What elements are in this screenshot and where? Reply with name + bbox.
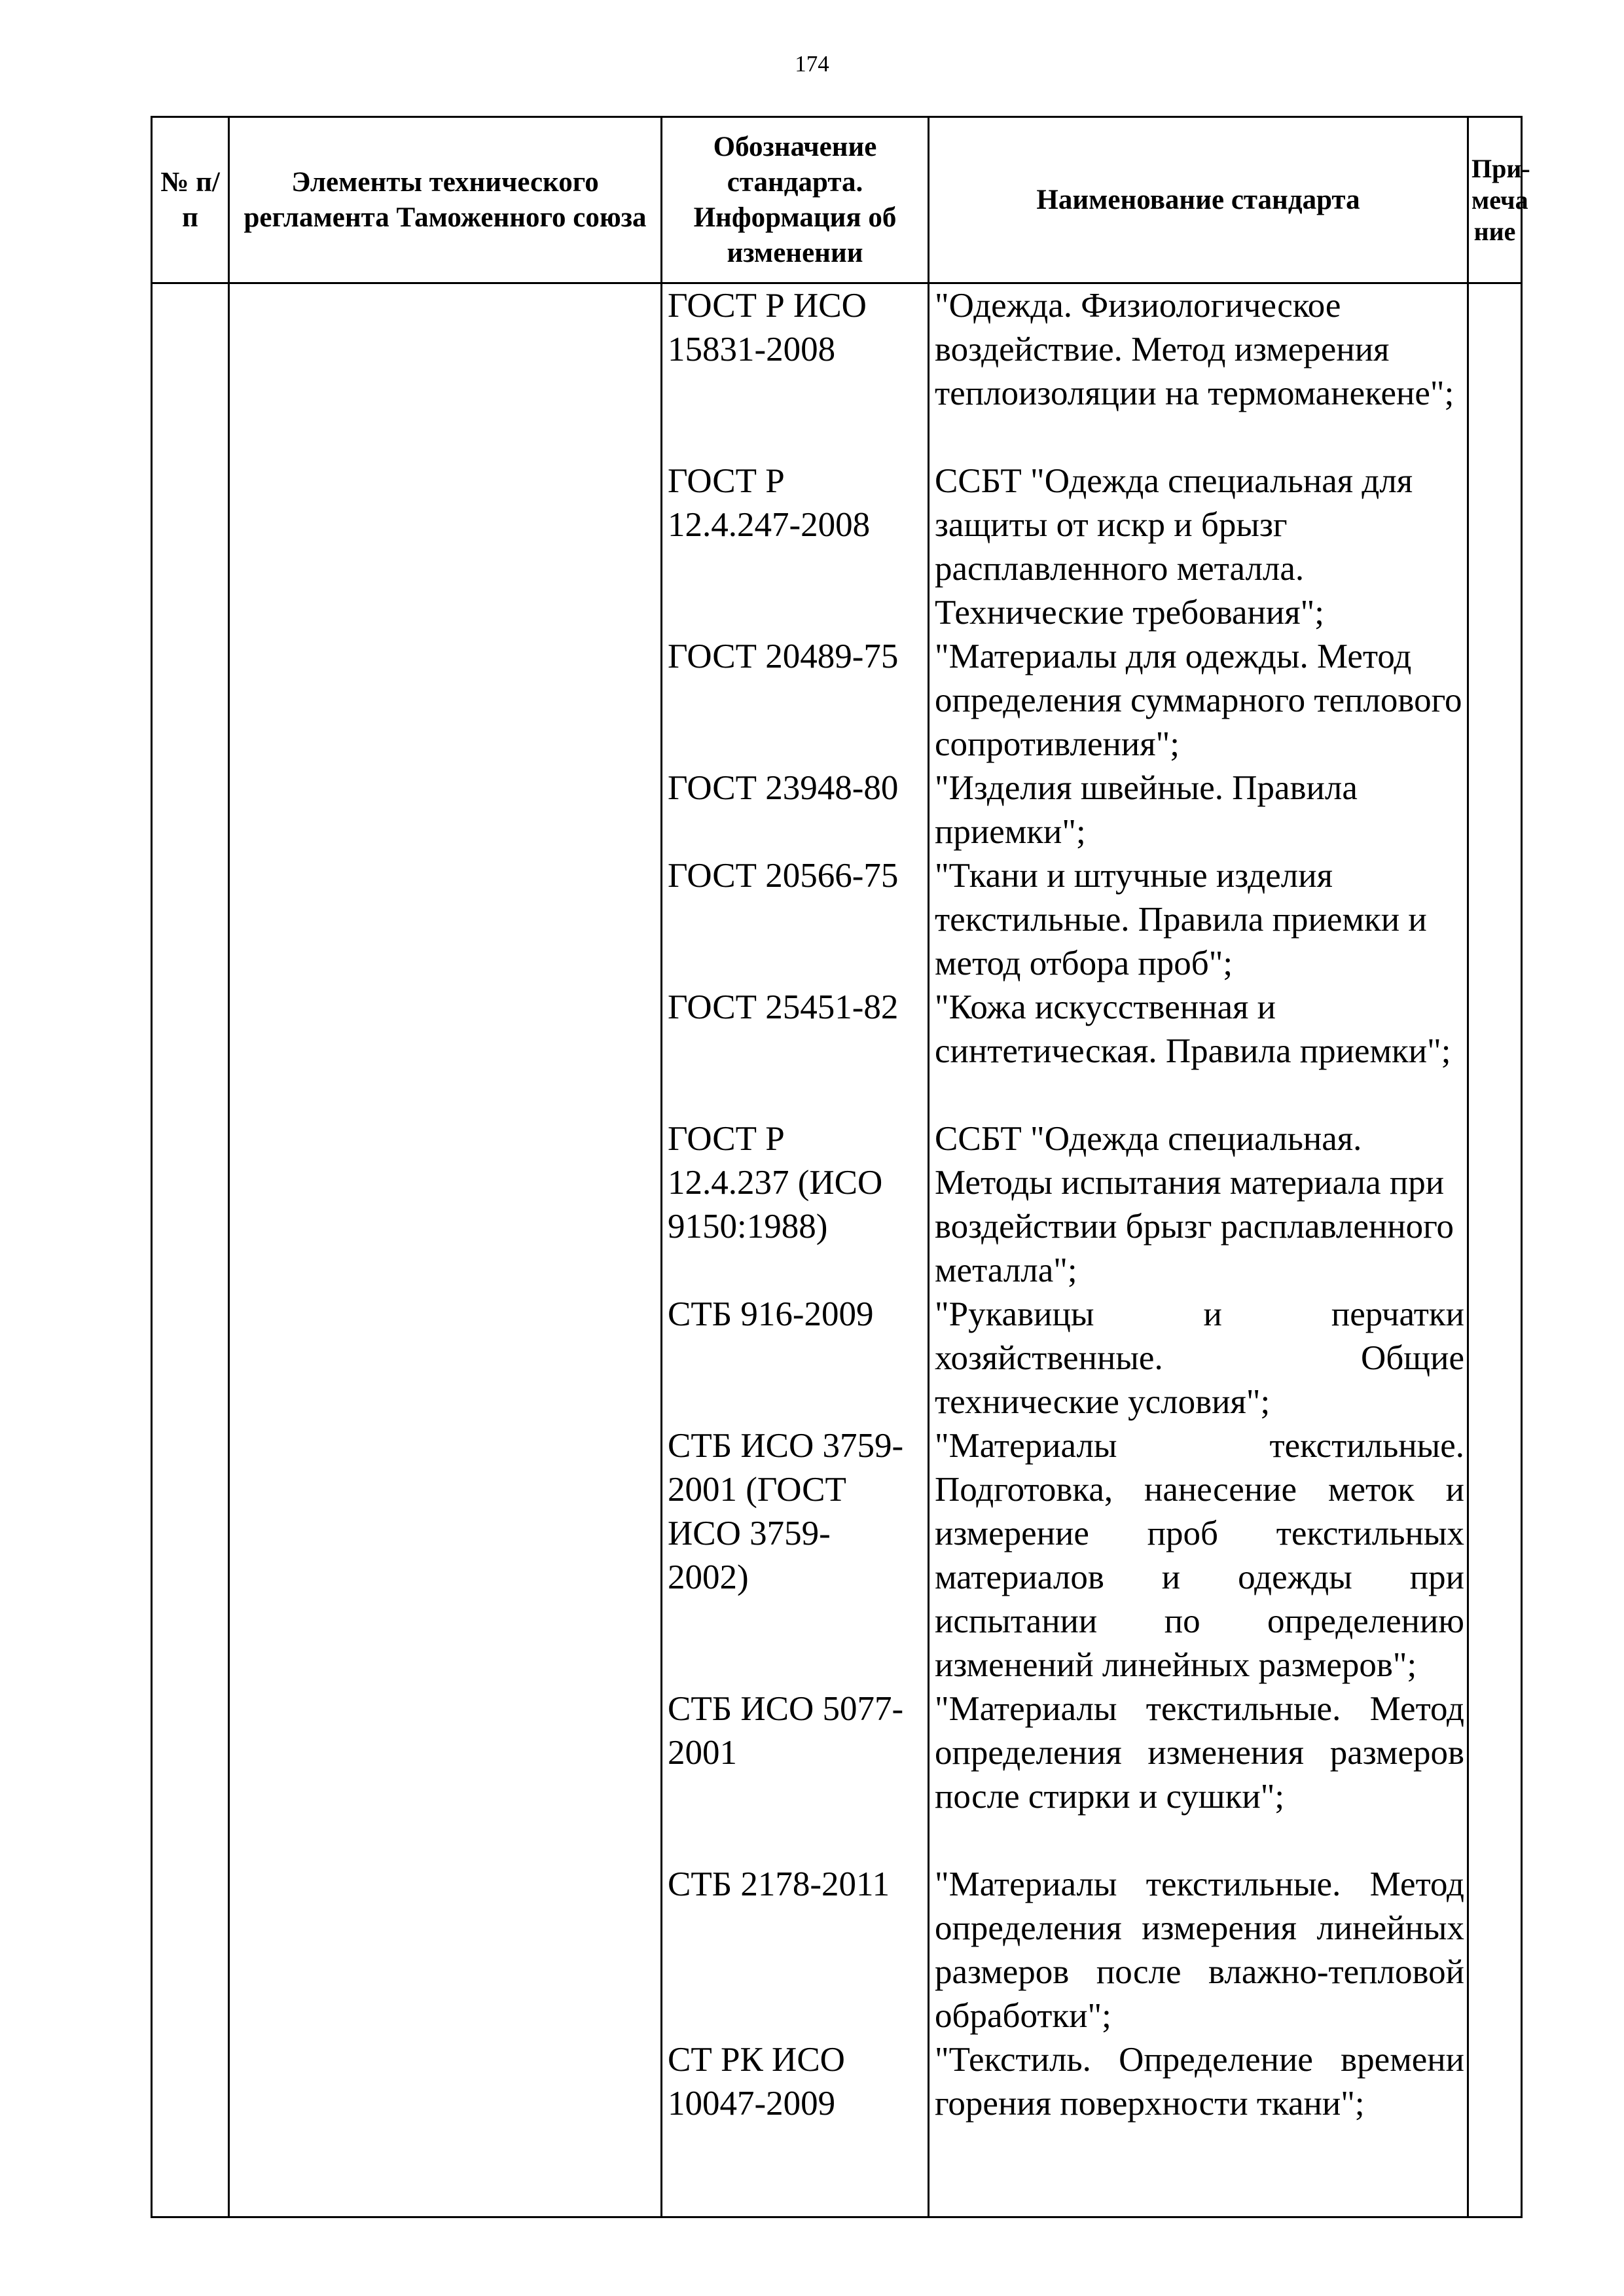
standard-code: ГОСТ 23948-80 bbox=[668, 769, 899, 807]
header-elements: Элементы технического регламента Таможенного союза bbox=[229, 117, 662, 283]
standard-code: ГОСТ Р 12.4.247-2008 bbox=[668, 462, 871, 544]
standards-table bbox=[151, 116, 1530, 2218]
header-number: № п/п bbox=[152, 117, 229, 283]
standard-code: ГОСТ Р ИСО 15831-2008 bbox=[668, 287, 867, 368]
designation-cell bbox=[662, 283, 929, 2217]
elements-cell bbox=[229, 283, 662, 2217]
standard-code: СТБ ИСО 5077- 2001 bbox=[668, 1690, 904, 1772]
standard-name: "Материалы текстильные. Метод определения измерения линейных размеров после влажно-тепловой обработки"; bbox=[935, 1865, 1464, 2035]
standard-code: ГОСТ 25451-82 bbox=[668, 988, 899, 1026]
note-cell bbox=[1468, 283, 1522, 2217]
standard-code: ГОСТ 20489-75 bbox=[668, 637, 899, 675]
number-cell bbox=[152, 283, 229, 2217]
header-name: Наименование стандарта bbox=[929, 117, 1468, 283]
standard-name-cell bbox=[929, 283, 1468, 2217]
standard-code: ГОСТ Р 12.4.237 (ИСО 9150:1988) bbox=[668, 1120, 883, 1246]
header-designation: Обозначение стандарта. Информация об изменении bbox=[662, 117, 929, 283]
standard-name: "Материалы текстильные. Подготовка, нанесение меток и измерение проб текстильных материалов и одежды при испытании по определению изменений линейных размеров"; bbox=[935, 1427, 1464, 1684]
standard-name: ССБТ "Одежда специальная для защиты от искр и брызг расплавленного металла. Технические требования"; bbox=[935, 462, 1413, 632]
standard-name: "Материалы текстильные. Метод определения изменения размеров после стирки и сушки"; bbox=[935, 1690, 1464, 1816]
standard-name: "Изделия швейные. Правила приемки"; bbox=[935, 769, 1358, 851]
standard-name: "Материалы для одежды. Метод определения суммарного теплового сопротивления"; bbox=[935, 637, 1462, 763]
standard-name: "Текстиль. Определение времени горения поверхности ткани"; bbox=[935, 2041, 1464, 2123]
table-header-row bbox=[152, 117, 1522, 283]
standard-code: СТБ ИСО 3759- 2001 (ГОСТ ИСО 3759- 2002) bbox=[668, 1427, 904, 1596]
standard-name: "Ткани и штучные изделия текстильные. Правила приемки и метод отбора проб"; bbox=[935, 857, 1427, 982]
table-row bbox=[152, 283, 1522, 2217]
standard-name: "Одежда. Физиологическое воздействие. Метод измерения теплоизоляции на термоманекене"; bbox=[935, 287, 1454, 412]
standard-name: ССБТ "Одежда специальная. Методы испытания материала при воздействии брызг расплавленного металла"; bbox=[935, 1120, 1454, 1289]
standard-code: СТБ 916-2009 bbox=[668, 1295, 874, 1333]
page-number: 174 bbox=[795, 51, 829, 77]
standard-name: "Рукавицы и перчатки хозяйственные. Общие технические условия"; bbox=[935, 1295, 1464, 1421]
standard-code: СТБ 2178-2011 bbox=[668, 1865, 890, 1903]
header-note: При-меча ние bbox=[1468, 117, 1522, 283]
standard-code: СТ РК ИСО 10047-2009 bbox=[668, 2041, 845, 2123]
standard-name: "Кожа искусственная и синтетическая. Правила приемки"; bbox=[935, 988, 1451, 1070]
standard-code: ГОСТ 20566-75 bbox=[668, 857, 899, 895]
